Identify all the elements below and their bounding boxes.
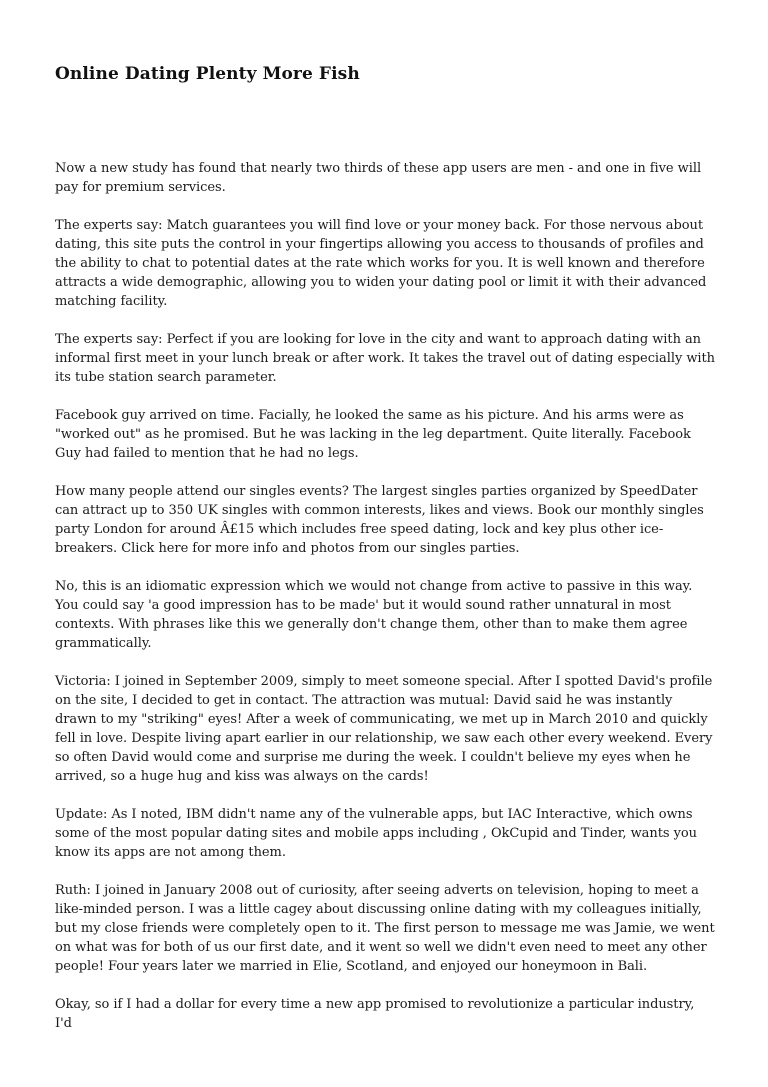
paragraph: Now a new study has found that nearly two thirds of these app users are men - and one in five will pay for premium services. xyxy=(55,161,702,195)
paragraph: The experts say: Perfect if you are looking for love in the city and want to approach dating with an informal first meet in your lunch break or after work. It takes the travel out of dating especially with its tube station search parameter. xyxy=(55,332,716,385)
paragraph: How many people attend our singles events? The largest singles parties organized by SpeedDater can attract up to 350 UK singles with common interests, likes and views. Book our monthly singles party London for around Â£15 which includes free speed dating, lock and key plus other ice-breakers. Click here for more info and photos from our singles parties. xyxy=(55,484,704,556)
document-title: Online Dating Plenty More Fish xyxy=(55,64,360,84)
document-page xyxy=(55,62,715,1052)
paragraph: Ruth: I joined in January 2008 out of curiosity, after seeing adverts on television, hoping to meet a like-minded person. I was a little cagey about discussing online dating with my colleagues initially, but my close friends were completely open to it. The first person to message me was Jamie, we went on what was for both of us our first date, and it went so well we didn't even need to meet any other people! Four years later we married in Elie, Scotland, and enjoyed our honeymoon in Bali. xyxy=(55,883,715,974)
paragraph: Facebook guy arrived on time. Facially, he looked the same as his picture. And his arms were as "worked out" as he promised. But he was lacking in the leg department. Quite literally. Facebook Guy had failed to mention that he had no legs. xyxy=(55,408,691,461)
paragraph: No, this is an idiomatic expression which we would not change from active to passive in this way. You could say 'a good impression has to be made' but it would sound rather unnatural in most contexts. With phrases like this we generally don't change them, other than to make them agree grammatically. xyxy=(55,579,693,651)
paragraph: Update: As I noted, IBM didn't name any of the vulnerable apps, but IAC Interactive, which owns some of the most popular dating sites and mobile apps including , OkCupid and Tinder, wants you know its apps are not among them. xyxy=(55,807,697,860)
paragraph: The experts say: Match guarantees you will find love or your money back. For those nervous about dating, this site puts the control in your fingertips allowing you access to thousands of profiles and the ability to chat to potential dates at the rate which works for you. It is well known and therefore attracts a wide demographic, allowing you to widen your dating pool or limit it with their advanced matching facility. xyxy=(55,218,707,309)
paragraph: Okay, so if I had a dollar for every time a new app promised to revolutionize a particular industry, I'd xyxy=(55,997,695,1031)
document-body xyxy=(55,159,715,1033)
paragraph: Victoria: I joined in September 2009, simply to meet someone special. After I spotted David's profile on the site, I decided to get in contact. The attraction was mutual: David said he was instantly drawn to my "striking" eyes! After a week of communicating, we met up in March 2010 and quickly fell in love. Despite living apart earlier in our relationship, we saw each other every weekend. Every so often David would come and surprise me during the week. I couldn't believe my eyes when he arrived, so a huge hug and kiss was always on the cards! xyxy=(55,674,713,784)
